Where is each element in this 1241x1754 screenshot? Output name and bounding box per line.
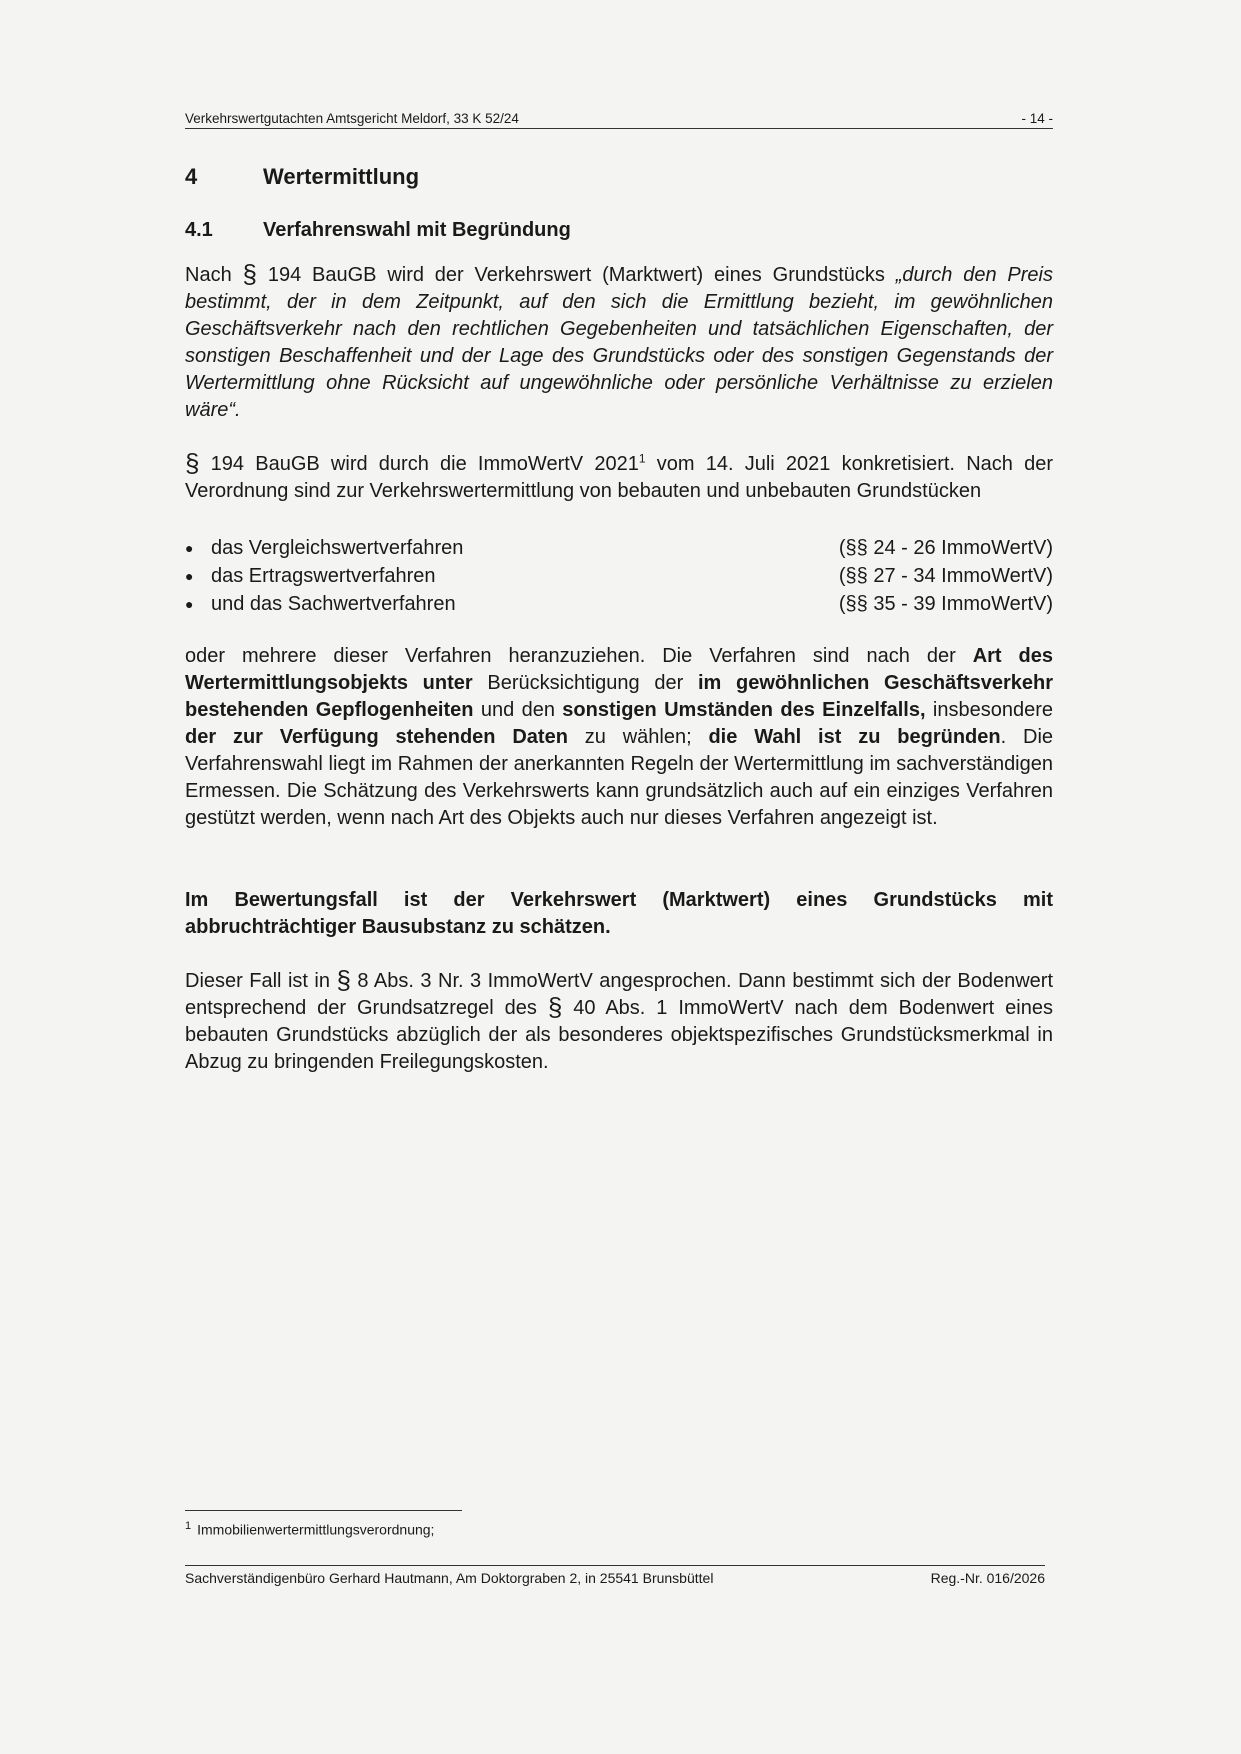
list-item bbox=[185, 562, 1053, 590]
text-run: 194 BauGB wird der Verkehrswert (Marktwert) eines Grundstücks bbox=[257, 264, 896, 286]
text-run: 40 Abs. 1 ImmoWertV nach dem Bodenwert eines bebauten Grundstücks abzüglich der als besonderes objektspezifisches Grundstücksmerkmal in Abzug zu bringenden Freilegungskosten. bbox=[185, 997, 1053, 1073]
paragraph-sign: § bbox=[185, 448, 200, 478]
list-item-label: und das Sachwertverfahren bbox=[211, 593, 456, 615]
footnote bbox=[185, 1520, 434, 1538]
procedure-list bbox=[185, 534, 1053, 618]
bullet-icon: ● bbox=[185, 540, 194, 556]
list-item-reference: (§§ 24 - 26 ImmoWertV) bbox=[838, 537, 1053, 559]
bold-run: im gewöhnlichen Geschäftsverkehr bestehenden Gepflogenheiten bbox=[185, 672, 1053, 721]
bold-run: die Wahl ist zu begründen bbox=[708, 726, 1001, 748]
paragraph-valuation-case: Im Bewertungsfall ist der Verkehrswert (Marktwert) eines Grundstücks mit abbruchträchtiger Bausubstanz zu schätzen. bbox=[185, 889, 1053, 938]
bullet-icon: ● bbox=[185, 568, 194, 584]
text-run: Berücksichtigung der bbox=[472, 672, 698, 694]
list-item-label: das Vergleichswertverfahren bbox=[211, 537, 464, 559]
bullet-icon: ● bbox=[185, 596, 194, 612]
paragraph-sign: § bbox=[547, 992, 563, 1022]
text-run: insbesondere bbox=[925, 699, 1053, 721]
section-title: Wertermittlung bbox=[263, 164, 420, 189]
text-run: . Die Verfahrenswahl liegt im Rahmen der anerkannten Regeln der Wertermittlung im sachverständigen Ermessen. Die Schätzung des Verkehrswerts kann grundsätzlich auch auf ein einziges Verfahren gestützt werden, wenn nach Art des Objekts auch nur dieses Verfahren angezeigt ist. bbox=[185, 726, 1054, 829]
section-heading bbox=[185, 164, 419, 190]
text-run: und den bbox=[473, 699, 563, 721]
page-number: - 14 - bbox=[1021, 111, 1053, 126]
page-footer bbox=[185, 1565, 1045, 1586]
page-header bbox=[185, 110, 1053, 129]
paragraph-sign: § bbox=[242, 259, 257, 289]
text-run: Dieser Fall ist in bbox=[185, 970, 337, 992]
bold-run: sonstigen Umständen des Einzelfalls, bbox=[562, 699, 926, 721]
paragraph-land-value bbox=[185, 965, 1053, 1076]
list-item bbox=[185, 590, 1053, 618]
footnote-reference: 1 bbox=[638, 451, 646, 466]
list-item bbox=[185, 534, 1053, 562]
text-run: oder mehrere dieser Verfahren heranzuziehen. Die Verfahren sind nach der bbox=[185, 645, 973, 667]
footnote-divider bbox=[185, 1510, 462, 1511]
list-item-reference: (§§ 27 - 34 ImmoWertV) bbox=[838, 565, 1053, 587]
paragraph-sign: § bbox=[336, 965, 351, 995]
subsection-number: 4.1 bbox=[185, 219, 213, 241]
text-run: Nach bbox=[185, 264, 232, 286]
header-title: Verkehrswertgutachten Amtsgericht Meldorf, 33 K 52/24 bbox=[185, 111, 519, 126]
footer-address: Sachverständigenbüro Gerhard Hautmann, Am Doktorgraben 2, in 25541 Brunsbüttel bbox=[185, 1570, 714, 1586]
legal-quote: „durch den Preis bestimmt, der in dem Zeitpunkt, auf den sich die Ermittlung bezieht, im gewöhnlichen Geschäftsverkehr nach den rechtlichen Gegebenheiten und tatsächlichen Eigenschaften, der sonstigen Beschaffenheit und der Lage des Grundstücks oder des sonstigen Gegenstands der Wertermittlung ohne Rücksicht auf ungewöhnliche oder persönliche Verhältnisse zu erzielen wäre“. bbox=[185, 264, 1053, 421]
text-run: zu wählen; bbox=[567, 726, 709, 748]
subsection-title: Verfahrenswahl mit Begründung bbox=[263, 219, 571, 241]
footnote-text: Immobilienwertermittlungsverordnung; bbox=[197, 1521, 435, 1538]
footnote-number: 1 bbox=[185, 1520, 192, 1532]
subsection-heading bbox=[185, 219, 571, 242]
list-item-reference: (§§ 35 - 39 ImmoWertV) bbox=[838, 593, 1053, 615]
text-run: vom 14. Juli 2021 konkretisiert. Nach der Verordnung sind zur Verkehrswertermittlung von bebauten und unbebauten Grundstücken bbox=[185, 453, 1053, 502]
bold-run: Art des Wertermittlungsobjekts unter bbox=[185, 645, 1054, 694]
text-run: 8 Abs. 3 Nr. 3 ImmoWertV angesprochen. Dann bestimmt sich der Bodenwert entsprechend der Grundsatzregel des bbox=[185, 970, 1053, 1019]
paragraph-immowertv bbox=[185, 448, 1053, 505]
text-run: 194 BauGB wird durch die ImmoWertV 2021 bbox=[199, 453, 639, 475]
section-number: 4 bbox=[185, 164, 198, 189]
paragraph-definition bbox=[185, 259, 1053, 424]
bold-run: der zur Verfügung stehenden Daten bbox=[185, 726, 568, 748]
list-item-label: das Ertragswertverfahren bbox=[211, 565, 436, 587]
footer-registration: Reg.-Nr. 016/2026 bbox=[930, 1570, 1045, 1586]
paragraph-procedure-choice bbox=[185, 643, 1053, 832]
